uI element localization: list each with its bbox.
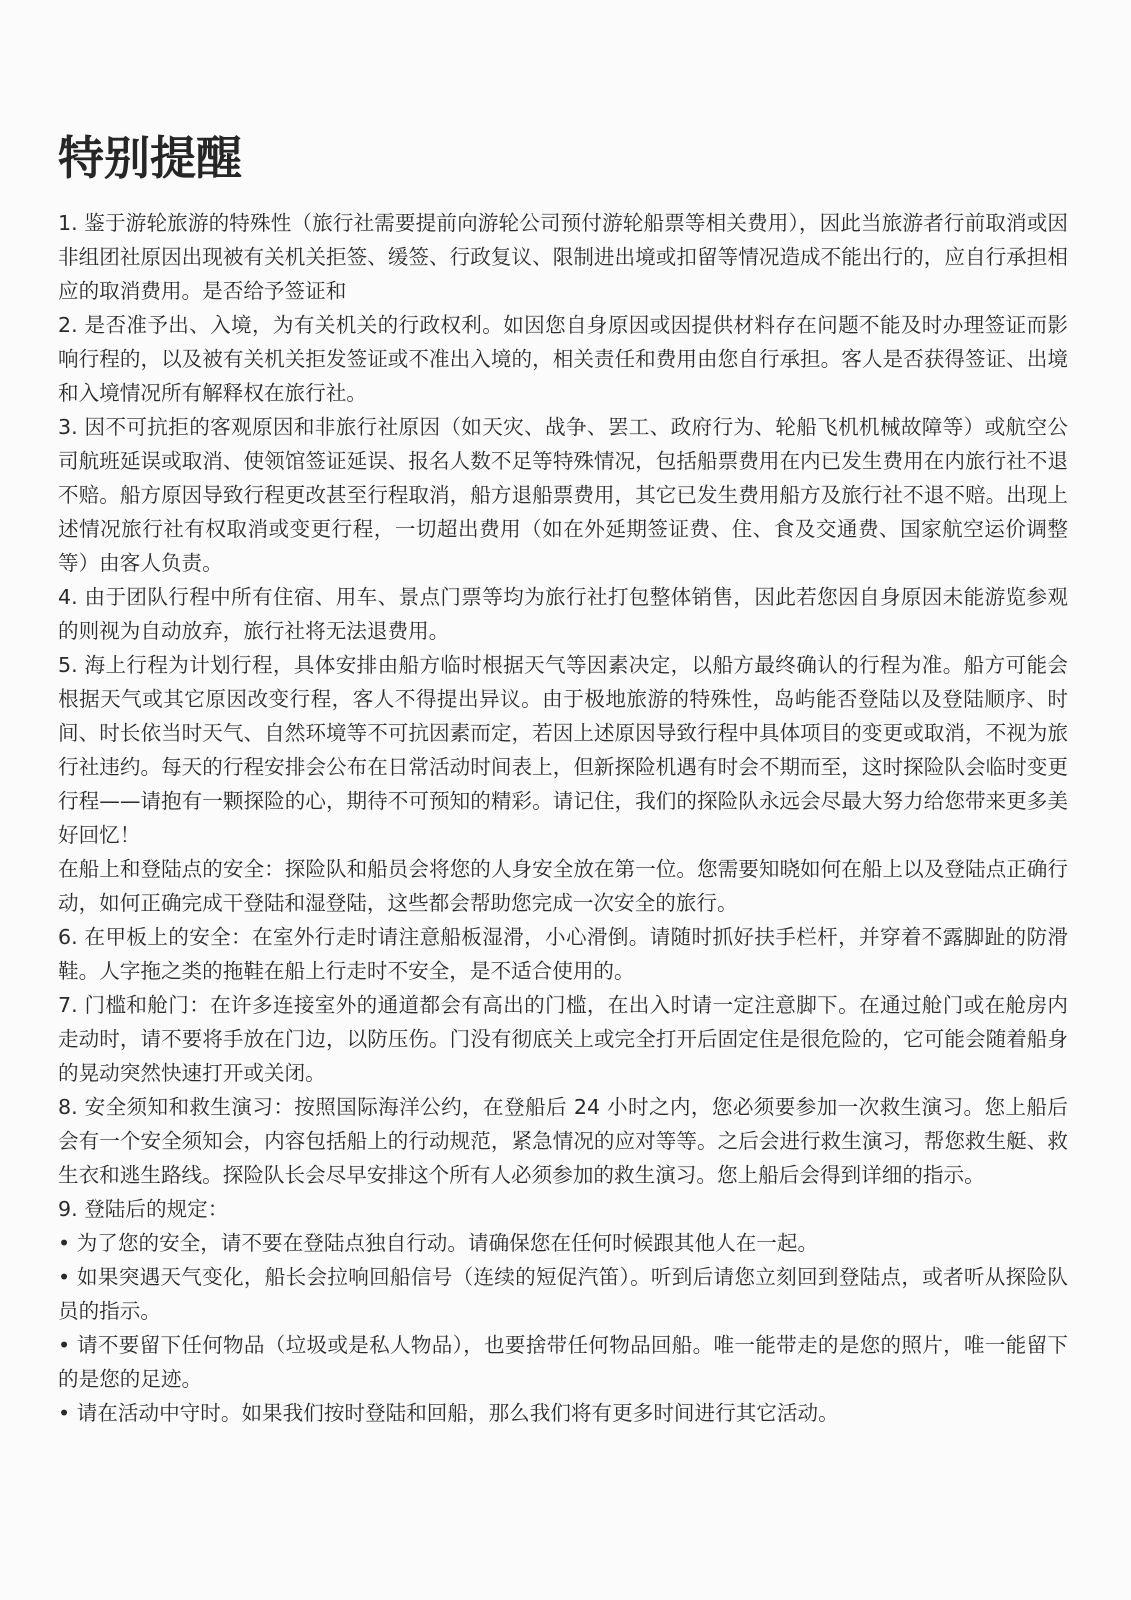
bullet-item-2: • 如果突遇天气变化，船长会拉响回船信号（连续的短促汽笛）。听到后请您立刻回到登陆点，或者听从探险队员的指示。 [58,1265,1068,1323]
paragraph-5: 5. 海上行程为计划行程，具体安排由船方临时根据天气等因素决定，以船方最终确认的行程为准。船方可能会根据天气或其它原因改变行程，客人不得提出异议。由于极地旅游的特殊性，岛屿能否登陆以及登陆顺序、时间、时长依当时天气、自然环境等不可抗因素而定，若因上述原因导致行程中具体项目的变更或取消，不视为旅行社违约。每天的行程安排会公布在日常活动时间表上，但新探险机遇有时会不期而至，这时探险队会临时变更行程——请抱有一颗探险的心，期待不可预知的精彩。请记住，我们的探险队永远会尽最大努力给您带来更多美好回忆！ [58,653,1068,847]
paragraph-4: 4. 由于团队行程中所有住宿、用车、景点门票等均为旅行社打包整体销售，因此若您因自身原因未能游览参观的则视为自动放弃，旅行社将无法退费用。 [58,585,1068,643]
paragraph-9: 9. 登陆后的规定： [58,1197,229,1221]
paragraph-3: 3. 因不可抗拒的客观原因和非旅行社原因（如天灾、战争、罢工、政府行为、轮船飞机机械故障等）或航空公司航班延误或取消、使领馆签证延误、报名人数不足等特殊情况，包括船票费用在内已发生费用在内旅行社不退不赔。船方原因导致行程更改甚至行程取消，船方退船票费用，其它已发生费用船方及旅行社不退不赔。出现上述情况旅行社有权取消或变更行程，一切超出费用（如在外延期签证费、住、食及交通费、国家航空运价调整等）由客人负责。 [58,415,1068,575]
page-title: 特别提醒 [58,131,242,185]
document-body [58,206,1068,1430]
paragraph-7: 7. 门槛和舱门：在许多连接室外的通道都会有高出的门槛，在出入时请一定注意脚下。在通过舱门或在舱房内走动时，请不要将手放在门边，以防压伤。门没有彻底关上或完全打开后固定住是很危险的，它可能会随着船身的晃动突然快速打开或关闭。 [58,993,1068,1085]
paragraph-1: 1. 鉴于游轮旅游的特殊性（旅行社需要提前向游轮公司预付游轮船票等相关费用），因此当旅游者行前取消或因非组团社原因出现被有关机关拒签、缓签、行政复议、限制进出境或扣留等情况造成不能出行的，应自行承担相应的取消费用。是否给予签证和 [58,211,1068,303]
bullet-item-1: • 为了您的安全，请不要在登陆点独自行动。请确保您在任何时候跟其他人在一起。 [58,1231,819,1255]
paragraph-6: 6. 在甲板上的安全：在室外行走时请注意船板湿滑，小心滑倒。请随时抓好扶手栏杆，并穿着不露脚趾的防滑鞋。人字拖之类的拖鞋在船上行走时不安全，是不适合使用的。 [58,925,1068,983]
document-page [58,128,1068,1430]
paragraph-safety-intro: 在船上和登陆点的安全：探险队和船员会将您的人身安全放在第一位。您需要知晓如何在船上以及登陆点正确行动，如何正确完成干登陆和湿登陆，这些都会帮助您完成一次安全的旅行。 [58,857,1068,915]
paragraph-2: 2. 是否准予出、入境，为有关机关的行政权利。如因您自身原因或因提供材料存在问题不能及时办理签证而影响行程的，以及被有关机关拒发签证或不准出入境的，相关责任和费用由您自行承担。客人是否获得签证、出境和入境情况所有解释权在旅行社。 [58,313,1068,405]
bullet-item-3: • 请不要留下任何物品（垃圾或是私人物品），也要捨带任何物品回船。唯一能带走的是您的照片，唯一能留下的是您的足迹。 [58,1333,1068,1391]
paragraph-8: 8. 安全须知和救生演习：按照国际海洋公约，在登船后 24 小时之内，您必须要参加一次救生演习。您上船后会有一个安全须知会，内容包括船上的行动规范，紧急情况的应对等等。之后会进行救生演习，帮您救生艇、救生衣和逃生路线。探险队长会尽早安排这个所有人必须参加的救生演习。您上船后会得到详细的指示。 [58,1095,1068,1187]
bullet-item-4: • 请在活动中守时。如果我们按时登陆和回船，那么我们将有更多时间进行其它活动。 [58,1401,839,1425]
